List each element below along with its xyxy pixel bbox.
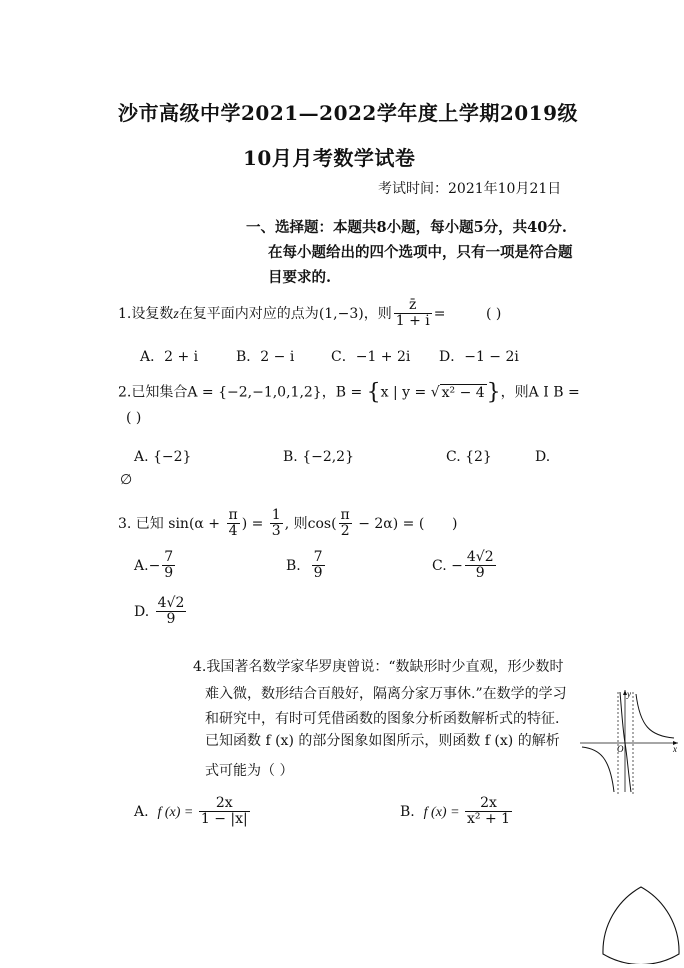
q3-opt-c-den: 9	[475, 565, 485, 582]
q4-opt-a-lhs: f (x) =	[157, 804, 197, 820]
question-3-stem	[118, 508, 424, 540]
q4-option-a	[134, 796, 252, 828]
q4-opt-a-frac	[199, 796, 250, 828]
q3-given: sin(α +	[168, 515, 225, 532]
q2-stem-b: ，则	[500, 384, 529, 401]
q3-then: , 则cos(	[284, 515, 337, 532]
q4-line2: 难入微，数形结合百般好，隔离分家万事休.”在数学的学习	[205, 686, 567, 702]
q3-pi: π	[228, 507, 238, 523]
graph-y-label: y	[627, 689, 631, 699]
q3-opt-a-sign: −	[148, 557, 161, 574]
q3-option-a	[134, 550, 177, 582]
q2-option-a: A. {−2}	[134, 449, 192, 465]
graph-branch-left	[582, 747, 614, 792]
q4-opt-a-num: 2x	[199, 796, 250, 812]
q3-one: 1	[271, 507, 281, 523]
q2-option-c: C. {2}	[446, 449, 492, 465]
q4-opt-a-den: 1 − |x|	[200, 811, 248, 828]
q4-opt-b-den: x² + 1	[467, 811, 511, 828]
q3-opt-d-frac	[156, 596, 187, 628]
q3-opt-c-label: C.	[432, 557, 447, 574]
q2-option-d-value: ∅	[120, 472, 133, 488]
q3-option-d	[134, 596, 188, 628]
q2-set-b-inner: x | y =	[380, 384, 431, 401]
q2-set-b-pre: B =	[335, 384, 367, 401]
q4-line3: 和研究中，有时可凭借函数的图象分析函数解析式的特征.	[205, 711, 560, 727]
q1-stem-a: 1.设复数	[118, 305, 174, 322]
q3-opt-a-num: 7	[164, 549, 174, 565]
q3-frac-pi2	[339, 508, 352, 540]
q3-option-b	[286, 550, 327, 582]
q3-stem-a: 3. 已知	[118, 515, 164, 532]
q4-opt-b-label: B.	[400, 803, 415, 820]
q4-line4: 已知函数 f (x) 的部分图象如图所示，则函数 f (x) 的解析	[205, 733, 560, 749]
q3-two: 2	[340, 523, 350, 540]
q1-option-d: D．−1 − 2i	[439, 349, 519, 365]
q3-opt-b-num: 7	[313, 549, 323, 565]
q3-opt-b-den: 9	[313, 565, 323, 582]
q2-sqrt-body: x² − 4	[441, 384, 485, 401]
q4-function-graph	[578, 686, 682, 796]
q3-frac-13	[270, 508, 283, 540]
graph-origin-label: O	[617, 744, 624, 754]
q3-pi-2: π	[340, 507, 350, 523]
q2-stem-a: 2.已知集合	[118, 384, 188, 401]
q2-brace-close: }	[486, 380, 501, 405]
q1-stem-d: =	[433, 305, 446, 322]
q3-opt-b-label: B.	[286, 557, 301, 574]
q2-ask: A I B =	[528, 384, 580, 401]
reuleaux-triangle-figure	[600, 884, 682, 964]
q3-paren-end: )	[452, 516, 458, 532]
q2-option-d-label: D.	[535, 449, 551, 465]
q4-line1: 4.我国著名数学家华罗庚曾说：“数缺形时少直观，形少数时	[193, 659, 564, 675]
page-subtitle: 10月月考数学试卷	[243, 146, 416, 170]
q1-stem-b: 在复平面内对应的点为	[178, 305, 319, 322]
q4-line5: 式可能为（ ）	[205, 763, 294, 779]
question-2-stem	[118, 380, 580, 405]
q1-fraction	[394, 298, 432, 330]
q1-frac-num: z̄	[394, 298, 432, 314]
q1-point: (1,−3)	[318, 305, 364, 322]
q4-opt-b-frac	[465, 796, 512, 828]
q3-frac-pi4	[227, 508, 240, 540]
q2-brace-open: {	[366, 380, 381, 405]
q1-option-c: C．−1 + 2i	[331, 349, 411, 365]
section-heading-line1: 一、选择题：本题共8小题，每小题5分，共40分.	[246, 219, 567, 236]
page-title: 沙市高级中学2021—2022学年度上学期2019级	[118, 101, 578, 125]
graph-branch-right	[636, 694, 674, 738]
q1-option-a: A．2 + i	[140, 349, 199, 365]
q3-option-c	[432, 550, 498, 582]
q3-minus2a: − 2α) = (	[353, 515, 425, 532]
q3-opt-a-label: A.	[134, 557, 149, 574]
q3-opt-a-frac	[162, 550, 175, 582]
reuleaux-outline	[603, 887, 679, 964]
q2-sep: ，	[321, 384, 336, 401]
q3-opt-c-frac	[465, 550, 496, 582]
q3-opt-d-den: 9	[166, 611, 176, 628]
exam-time: 考试时间：2021年10月21日	[378, 181, 562, 197]
q3-opt-c-sign: −	[451, 557, 463, 574]
q1-answer-paren: ( )	[486, 306, 502, 322]
q3-opt-d-label: D.	[134, 603, 150, 620]
q2-answer-paren: ( )	[126, 410, 142, 426]
section-heading-line2: 在每小题给出的四个选项中，只有一项是符合题	[268, 244, 573, 261]
graph-x-label: x	[673, 744, 677, 754]
graph-branch-middle	[620, 692, 631, 792]
q3-opt-a-den: 9	[164, 565, 174, 582]
section-heading-line3: 目要求的.	[268, 269, 332, 286]
q4-option-b	[400, 796, 514, 828]
q4-opt-b-num: 2x	[465, 796, 512, 812]
q4-opt-b-lhs: f (x) =	[423, 804, 464, 820]
q1-option-b: B．2 − i	[236, 349, 295, 365]
q3-four: 4	[228, 523, 238, 540]
q3-opt-b-frac	[312, 550, 325, 582]
q1-var-z: z	[173, 306, 179, 322]
q1-stem-c: ，则	[363, 305, 392, 322]
q3-opt-c-num: 4√2	[466, 549, 494, 565]
question-1-stem	[118, 298, 445, 330]
q2-set-a: A = {−2,−1,0,1,2}	[187, 384, 322, 401]
q4-opt-a-label: A.	[134, 803, 149, 820]
q3-eq: ) =	[241, 515, 268, 532]
q2-option-b: B. {−2,2}	[283, 449, 354, 465]
q3-three: 3	[271, 523, 281, 540]
q1-frac-den: 1 + i	[395, 313, 430, 330]
q3-opt-d-num: 4√2	[157, 595, 185, 611]
q2-sqrt: √ x² − 4	[430, 384, 485, 401]
